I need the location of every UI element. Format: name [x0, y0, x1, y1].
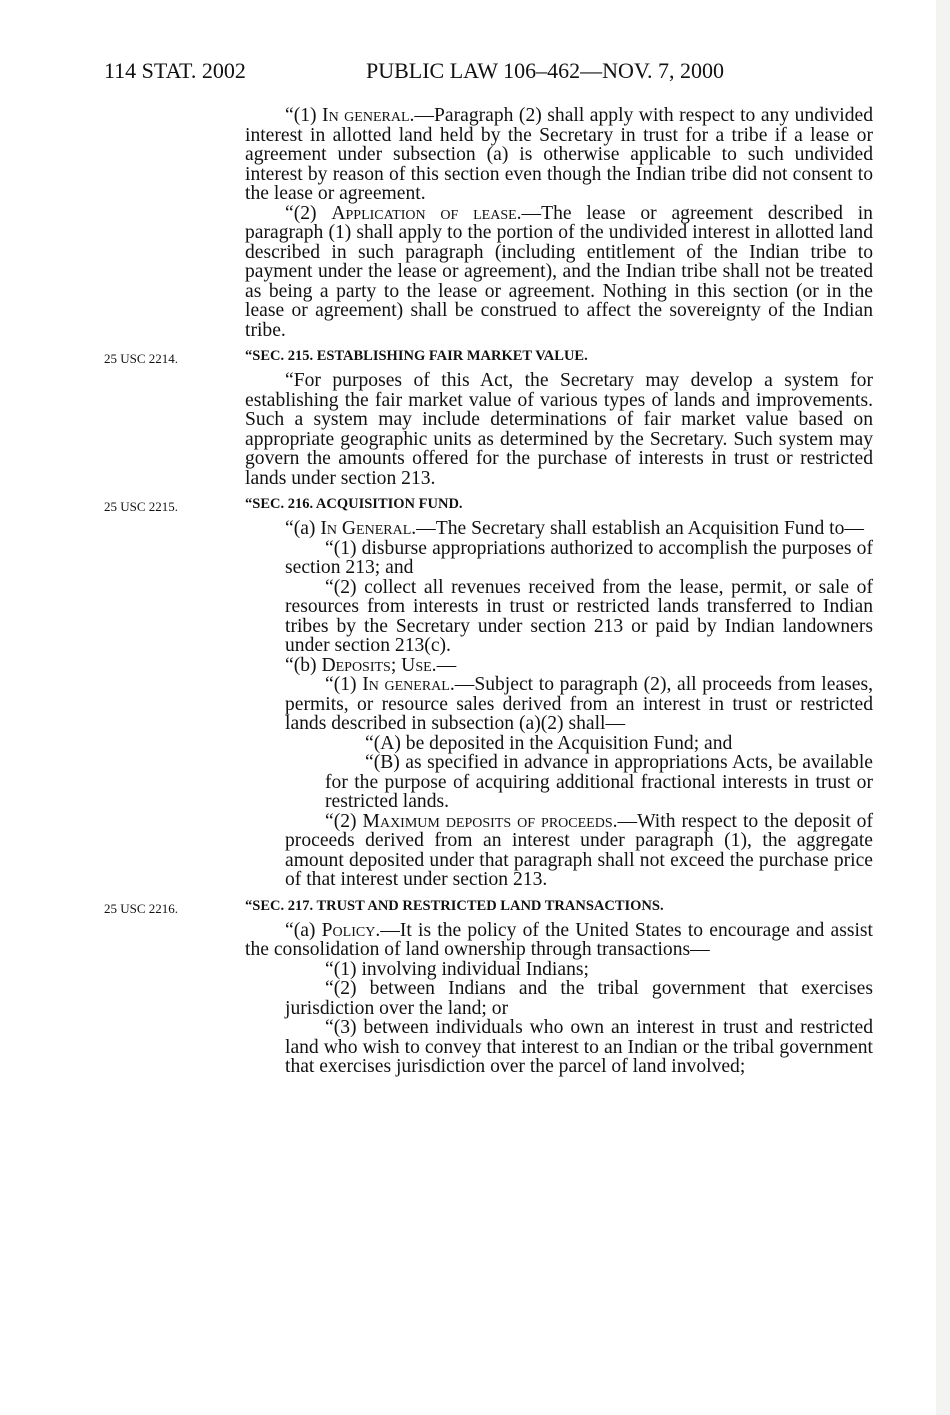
subparagraph-216bB: “(B) as specified in advance in appropriations Acts, be available for the purpose of acquiring additional fractional interests in trust or restricted lands. — [325, 752, 873, 812]
subsection-216a: “(a) In General.—The Secretary shall establish an Acquisition Fund to— — [285, 518, 865, 539]
section-heading-217: “SEC. 217. TRUST AND RESTRICTED LAND TRANSACTIONS. — [245, 897, 664, 914]
subsection-216b: “(b) Deposits; Use.— — [285, 654, 457, 676]
paragraph-216a1: “(1) disburse appropriations authorized to accomplish the purposes of section 213; and — [285, 537, 873, 578]
section-215 — [104, 346, 873, 489]
stat-citation: 114 STAT. 2002 — [104, 58, 246, 83]
paragraph-217a2: “(2) between Indians and the tribal government that exercises jurisdiction over the land; or — [285, 978, 873, 1019]
section-217 — [104, 896, 873, 1077]
paragraph-1: “(1) In general.—Paragraph (2) shall apply with respect to any undivided interest in allotted land held by the Secretary in trust for a tribe if a lease or agreement under subsection (a) is otherwise applicable to such undivided interest by reason of this section even though the Indian tribe did not consent to the lease or agreement. — [245, 105, 874, 204]
section-heading-215: “SEC. 215. ESTABLISHING FAIR MARKET VALUE. — [245, 348, 588, 364]
paragraph-216b2: “(2) Maximum deposits of proceeds.—With respect to the deposit of proceeds derived from an interest under paragraph (1), the aggregate amount deposited under that paragraph shall not exceed the purchase price of that interest under section 213. — [285, 810, 873, 890]
margin-note-2215: 25 USC 2215. — [104, 499, 179, 514]
subsection-217a: “(a) Policy.—It is the policy of the United States to encourage and assist the consolidation of land ownership through transactions— — [245, 919, 873, 960]
section-216 — [104, 494, 873, 890]
law-title: PUBLIC LAW 106–462—NOV. 7, 2000 — [366, 58, 724, 83]
paragraph-216a2: “(2) collect all revenues received from the lease, permit, or sale of resources from interests in trust or restricted lands transferred to Indian tribes by the Secretary under section 213 or paid by Indian landowners under section 213(c). — [285, 576, 873, 656]
paragraph-2: “(2) Application of lease.—The lease or agreement described in paragraph (1) shall apply to the portion of the undivided interest in allotted land described in such paragraph (including entitlement of the Indian tribe to payment under the lease or agreement), and the Indian tribe shall not be treated as being a party to the lease or agreement. Nothing in this section (or in the lease or agreement) shall be construed to affect the sovereignty of the Indian tribe. — [245, 202, 873, 341]
page-edge — [936, 0, 950, 1415]
paragraph-217a3: “(3) between individuals who own an interest in trust and restricted land who wish to convey that interest to an Indian or the tribal government that exercises jurisdiction over the parcel of land involved; — [285, 1017, 873, 1077]
margin-note-2214: 25 USC 2214. — [104, 351, 179, 366]
body-text — [104, 105, 874, 1077]
paragraph-216b1: “(1) In general.—Subject to paragraph (2), all proceeds from leases, permits, or resource sales derived from an interest in trust or restricted lands described in subsection (a)(2) shall— — [285, 674, 873, 734]
running-header — [104, 58, 864, 88]
section-215-text: “For purposes of this Act, the Secretary may develop a system for establishing the fair market value of various types of lands and improvements. Such a system may include determinations of fair market value based on appropriate geographic units as determined by the Secretary. Such system may govern the amounts offered for the purchase of interests in trust or restricted lands under section 213. — [245, 370, 873, 489]
paragraph-217a1: “(1) involving individual Indians; — [325, 958, 589, 980]
section-heading-216: “SEC. 216. ACQUISITION FUND. — [245, 496, 463, 512]
subparagraph-216bA: “(A) be deposited in the Acquisition Fund; and — [365, 732, 733, 754]
margin-note-2216: 25 USC 2216. — [104, 900, 179, 916]
